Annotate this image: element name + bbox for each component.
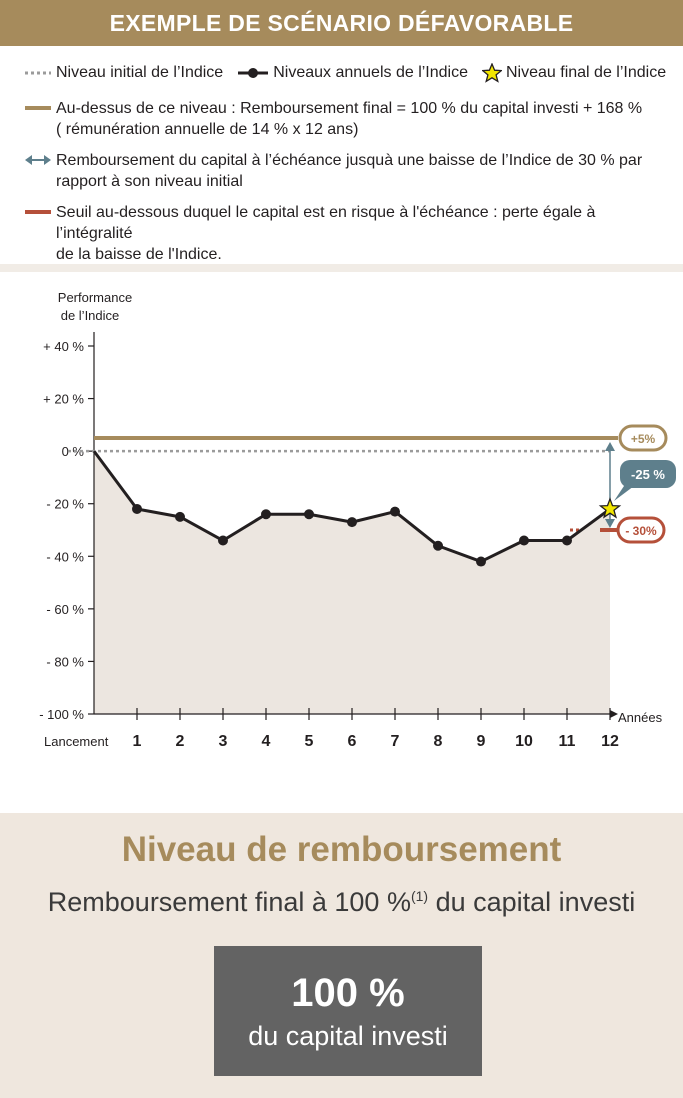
chart-top-band bbox=[0, 264, 683, 272]
gold-line-icon bbox=[24, 98, 52, 119]
dotted-line-icon bbox=[24, 67, 52, 79]
y-tick-label: - 60 % bbox=[46, 601, 84, 617]
legend-capital-line1: Remboursement du capital à l’échéance jusquà une baisse de l’Indice de 30 % par bbox=[56, 152, 643, 169]
x-tick-label: 1 bbox=[132, 733, 142, 750]
x-tick-label: 11 bbox=[558, 733, 576, 750]
x-tick-label: 2 bbox=[175, 733, 185, 750]
x-tick-label: 4 bbox=[261, 733, 271, 750]
scenario-title: EXEMPLE DE SCÉNARIO DÉFAVORABLE bbox=[0, 0, 683, 46]
legend-capital-line2: rapport à son niveau initial bbox=[56, 173, 243, 190]
y-tick-label: - 80 % bbox=[46, 654, 84, 670]
series-point bbox=[347, 517, 357, 527]
series-point bbox=[218, 536, 228, 546]
series-point bbox=[433, 541, 443, 551]
footnote-ref: (1) bbox=[410, 888, 429, 904]
repayment-sub-prefix: Remboursement final à 100 % bbox=[47, 887, 411, 917]
series-point bbox=[476, 557, 486, 567]
coupon-barrier-label: +5% bbox=[630, 432, 656, 446]
x-tick-label: 6 bbox=[347, 733, 357, 750]
repayment-percent: 100 % bbox=[291, 971, 405, 1015]
y-axis-label-line1: Performance bbox=[57, 290, 133, 305]
x-tick-label: 3 bbox=[218, 733, 228, 750]
star-icon bbox=[482, 63, 502, 83]
double-arrow-icon bbox=[24, 150, 52, 171]
x-tick-label: 12 bbox=[601, 733, 619, 750]
y-tick-label: - 20 % bbox=[46, 496, 84, 512]
legend-risk-line2: de la baisse de l'Indice. bbox=[56, 246, 222, 263]
series-point bbox=[519, 536, 529, 546]
x-tick-label: 7 bbox=[390, 733, 400, 750]
legend-above-level-line2: ( rémunération annuelle de 14 % x 12 ans) bbox=[56, 121, 359, 138]
y-tick-label: + 40 % bbox=[43, 339, 84, 354]
series-point bbox=[390, 507, 400, 517]
repayment-caption: du capital investi bbox=[248, 1021, 448, 1051]
legend-above-level-line1: Au-dessus de ce niveau : Remboursement final = 100 % du capital investi + 168 % bbox=[56, 100, 643, 117]
repayment-subtitle bbox=[0, 874, 683, 924]
y-axis-label-line2: de l’Indice bbox=[60, 308, 120, 323]
y-tick-label: 0 % bbox=[61, 444, 84, 460]
series-point bbox=[132, 504, 142, 514]
x-tick-label: 9 bbox=[476, 733, 486, 750]
capital-barrier-label: - 30% bbox=[625, 524, 657, 538]
legend-final-level: Niveau final de l’Indice bbox=[482, 62, 666, 83]
x-tick-label: 5 bbox=[304, 733, 314, 750]
y-tick-label: + 20 % bbox=[43, 391, 84, 407]
x-tick-label-launch: Lancement bbox=[44, 734, 109, 749]
x-tick-label: 8 bbox=[433, 733, 443, 750]
x-tick-label: 10 bbox=[515, 733, 533, 750]
final-value-label: -25 % bbox=[631, 466, 665, 482]
y-tick-label: - 40 % bbox=[46, 549, 84, 565]
x-axis-label: Années bbox=[618, 710, 663, 725]
series-point bbox=[304, 509, 314, 519]
repayment-title: Niveau de remboursement bbox=[121, 830, 562, 869]
series-point bbox=[175, 512, 185, 522]
repayment-sub-suffix: du capital investi bbox=[428, 887, 636, 917]
series-point bbox=[562, 536, 572, 546]
legend-initial-level: Niveau initial de l’Indice bbox=[24, 62, 223, 83]
performance-chart bbox=[0, 272, 683, 792]
series-point bbox=[261, 509, 271, 519]
legend-risk-line1: Seuil au-dessous duquel le capital est en risque à l'échéance : perte égale à l’intégralité bbox=[56, 204, 596, 242]
red-line-icon bbox=[24, 202, 52, 223]
y-tick-label: - 100 % bbox=[39, 707, 84, 722]
repayment-box bbox=[214, 946, 482, 1076]
legend-annual-levels: Niveaux annuels de l’Indice bbox=[237, 62, 468, 83]
line-dot-icon bbox=[237, 67, 269, 79]
